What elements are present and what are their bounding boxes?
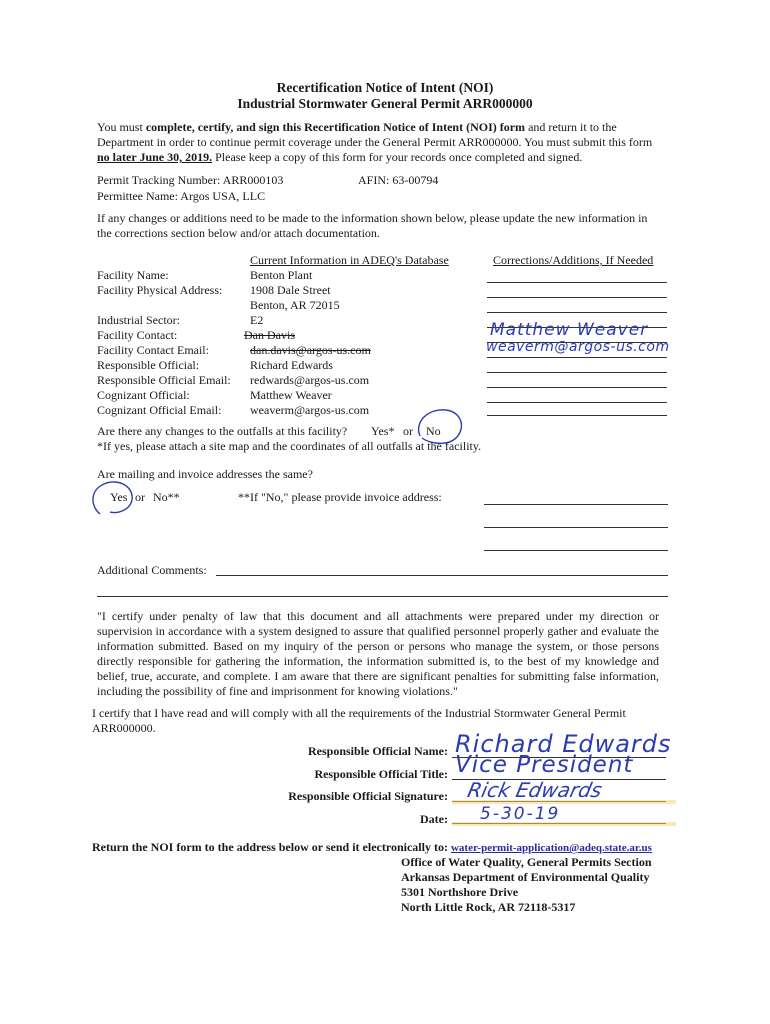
comply-line-2: ARR000000. [92, 721, 156, 735]
cognizant-email-label: Cognizant Official Email: [97, 403, 222, 417]
mailing-no[interactable]: No** [153, 490, 180, 504]
correction-line[interactable] [487, 297, 667, 298]
responsible-value: Richard Edwards [250, 358, 333, 372]
outfalls-question [97, 424, 347, 439]
handwritten-signature: Rick Edwards [465, 778, 605, 802]
contact-email-value: dan.davis@argos-us.com [250, 343, 371, 357]
name-label: Responsible Official Name: [308, 744, 448, 758]
responsible-email-value: redwards@argos-us.com [250, 373, 370, 387]
contact-email-label: Facility Contact Email: [97, 343, 209, 357]
mailing-note: **If "No," please provide invoice address: [238, 490, 442, 504]
return-text: Return the NOI form to the address below or send it electronically to: [92, 840, 451, 854]
deadline: no later June 30, 2019. [97, 150, 213, 164]
invoice-line[interactable] [484, 504, 668, 505]
invoice-line[interactable] [484, 527, 668, 528]
signature-label: Responsible Official Signature: [288, 789, 448, 803]
handwritten-name: Richard Edwards [455, 730, 672, 758]
tracking-number: Permit Tracking Number: ARR000103 [97, 173, 284, 187]
handwritten-contact-email: weaverm@argos-us.com [486, 339, 670, 355]
intro-c: and return it to the [525, 120, 617, 134]
address-line-dept: Arkansas Department of Environmental Quality [401, 870, 650, 884]
contact-value: Dan Davis [244, 328, 295, 342]
outfalls-note: *If yes, please attach a site map and the coordinates of all outfalls at the facility. [97, 439, 482, 453]
intro-b: complete, certify, and sign this Recertification Notice of Intent (NOI) form [145, 120, 526, 134]
correction-line[interactable] [487, 387, 667, 388]
title-label: Responsible Official Title: [314, 767, 448, 781]
correction-line[interactable] [487, 415, 667, 416]
comply-line-1: I certify that I have read and will comply with all the requirements of the Industrial Stormwater General Permit [92, 706, 626, 720]
invoice-line[interactable] [484, 550, 668, 551]
contact-label: Facility Contact: [97, 328, 178, 342]
correction-line[interactable] [487, 372, 667, 373]
comments-label: Additional Comments: [97, 563, 207, 577]
intro-line-2: Department in order to continue permit coverage under the General Permit ARR000000. You must submit this form [97, 135, 653, 149]
responsible-email-label: Responsible Official Email: [97, 373, 231, 387]
correction-line[interactable] [487, 357, 667, 358]
corrections-header: Corrections/Additions, If Needed [493, 253, 654, 267]
handwritten-date: 5-30-19 [480, 804, 561, 824]
outfalls-yes[interactable]: Yes* [371, 424, 395, 438]
intro-a: You must [97, 120, 146, 134]
afin: AFIN: 63-00794 [358, 173, 439, 187]
address-line-city: North Little Rock, AR 72118-5317 [401, 900, 576, 914]
address-line-2: Benton, AR 72015 [250, 298, 340, 312]
permittee-name: Permittee Name: Argos USA, LLC [97, 189, 266, 203]
mailing-yes[interactable]: Yes [110, 490, 128, 504]
cognizant-label: Cognizant Official: [97, 388, 190, 402]
cognizant-value: Matthew Weaver [250, 388, 332, 402]
changes-note-2: the corrections section below and/or attach documentation. [97, 226, 380, 240]
address-line-1: 1908 Dale Street [250, 283, 331, 297]
changes-note-1: If any changes or additions need to be made to the information shown below, please update the new information in [97, 211, 648, 225]
address-line-street: 5301 Northshore Drive [401, 885, 519, 899]
facility-name-value: Benton Plant [250, 268, 313, 282]
return-line [92, 840, 652, 856]
correction-line[interactable] [487, 282, 667, 283]
comments-line[interactable] [216, 575, 668, 576]
current-info-header: Current Information in ADEQ's Database [250, 253, 449, 267]
correction-line[interactable] [487, 402, 667, 403]
mailing-question: Are mailing and invoice addresses the same? [97, 467, 313, 481]
responsible-label: Responsible Official: [97, 358, 200, 372]
intro-line-3 [97, 150, 582, 165]
circle-mark-icon [88, 478, 138, 520]
form-title: Recertification Notice of Intent (NOI) [276, 80, 494, 95]
intro-line-1 [97, 120, 617, 135]
handwritten-title: Vice President [455, 752, 634, 778]
sector-value: E2 [250, 313, 264, 327]
form-subtitle: Industrial Stormwater General Permit ARR000000 [237, 96, 533, 111]
outfalls-or: or [403, 424, 413, 438]
comments-line[interactable] [97, 596, 668, 597]
date-label: Date: [420, 812, 448, 826]
address-label: Facility Physical Address: [97, 283, 223, 297]
certification-statement: "I certify under penalty of law that this document and all attachments were prepared under my direction or supervision in accordance with a system designed to assure that qualified personnel properly gather and evaluate the information submitted. Based on my inquiry of the person or persons who manage the system, or those persons directly responsible for gathering the information, the information submitted is, to the best of my knowledge and belief, true, accurate, and complete. I am aware that there are significant penalties for submitting false information, including the possibility of fine and imprisonment for knowing violations." [97, 609, 659, 698]
mailing-or: or [135, 490, 145, 504]
cognizant-email-value: weaverm@argos-us.com [250, 403, 370, 417]
return-email-link[interactable]: water-permit-application@adeq.state.ar.us [450, 842, 652, 854]
address-line-office: Office of Water Quality, General Permits Section [401, 855, 652, 869]
intro-rest: Please keep a copy of this form for your records once completed and signed. [212, 150, 583, 164]
outfalls-question-text: Are there any changes to the outfalls at this facility? [97, 424, 348, 438]
facility-name-label: Facility Name: [97, 268, 169, 282]
correction-line[interactable] [487, 312, 667, 313]
handwritten-contact: Matthew Weaver [490, 320, 649, 340]
outfalls-no[interactable]: No [426, 424, 441, 438]
sector-label: Industrial Sector: [97, 313, 180, 327]
